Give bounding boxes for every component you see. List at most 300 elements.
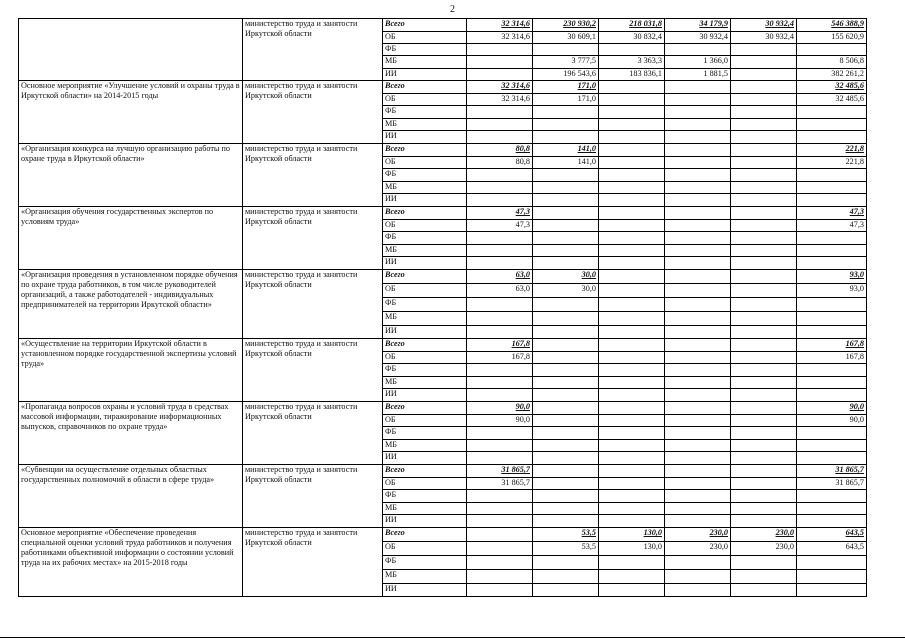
year-amount-cell xyxy=(533,377,599,389)
funding-source: Всего xyxy=(383,270,467,284)
year-amount-cell: 230,0 xyxy=(665,528,731,542)
total-row xyxy=(19,465,867,478)
funding-source: МБ xyxy=(383,570,467,584)
total-amount-cell xyxy=(797,570,867,584)
year-amount-cell xyxy=(731,402,797,415)
executor-name: министерство труда и занятости Иркутской области xyxy=(243,528,383,597)
year-amount-cell xyxy=(599,556,665,570)
year-amount-cell xyxy=(599,402,665,415)
year-amount-cell xyxy=(533,352,599,364)
year-amount-cell: 63,0 xyxy=(467,284,533,298)
executor-name: министерство труда и занятости Иркутской области xyxy=(243,81,383,144)
year-amount-cell xyxy=(731,131,797,144)
year-amount-cell xyxy=(599,490,665,503)
year-amount-cell xyxy=(599,106,665,119)
year-amount-cell xyxy=(665,194,731,207)
year-amount-cell xyxy=(731,364,797,377)
total-amount-cell xyxy=(797,312,867,326)
year-amount-cell xyxy=(731,515,797,528)
total-amount-cell xyxy=(797,131,867,144)
year-amount-cell: 90,0 xyxy=(467,415,533,427)
year-amount-cell: 3 363,3 xyxy=(599,56,665,69)
funding-source: ФБ xyxy=(383,556,467,570)
year-amount-cell xyxy=(599,44,665,56)
year-amount-cell xyxy=(533,478,599,490)
measure-name xyxy=(19,19,243,81)
year-amount-cell xyxy=(599,131,665,144)
year-amount-cell xyxy=(533,402,599,415)
year-amount-cell xyxy=(665,364,731,377)
total-amount-cell xyxy=(797,119,867,131)
year-amount-cell xyxy=(533,106,599,119)
year-amount-cell xyxy=(665,326,731,339)
year-amount-cell xyxy=(599,503,665,515)
total-amount-cell: 32 485,6 xyxy=(797,94,867,106)
total-amount-cell xyxy=(797,452,867,465)
year-amount-cell xyxy=(599,326,665,339)
year-amount-cell xyxy=(533,194,599,207)
year-amount-cell: 47,3 xyxy=(467,220,533,232)
year-amount-cell xyxy=(731,270,797,284)
year-amount-cell xyxy=(599,440,665,452)
year-amount-cell xyxy=(731,339,797,352)
funding-source: ИИ xyxy=(383,257,467,270)
year-amount-cell xyxy=(599,415,665,427)
year-amount-cell xyxy=(731,298,797,312)
year-amount-cell xyxy=(599,515,665,528)
measure-name: «Субвенции на осуществление отдельных областных государственных полномочий в области в сфере труда» xyxy=(19,465,243,528)
year-amount-cell: 130,0 xyxy=(599,542,665,556)
total-amount-cell xyxy=(797,298,867,312)
funding-source: ИИ xyxy=(383,389,467,402)
year-amount-cell xyxy=(731,440,797,452)
total-amount-cell: 167,8 xyxy=(797,339,867,352)
total-row xyxy=(19,81,867,94)
year-amount-cell xyxy=(731,377,797,389)
total-amount-cell: 221,8 xyxy=(797,157,867,169)
year-amount-cell xyxy=(533,220,599,232)
year-amount-cell xyxy=(665,584,731,597)
funding-source: ИИ xyxy=(383,326,467,339)
year-amount-cell xyxy=(665,81,731,94)
funding-source: МБ xyxy=(383,503,467,515)
total-amount-cell: 221,8 xyxy=(797,144,867,157)
year-amount-cell xyxy=(599,570,665,584)
year-amount-cell xyxy=(599,312,665,326)
total-row xyxy=(19,528,867,542)
year-amount-cell xyxy=(665,515,731,528)
year-amount-cell xyxy=(731,157,797,169)
year-amount-cell: 90,0 xyxy=(467,402,533,415)
year-amount-cell xyxy=(731,326,797,339)
total-amount-cell xyxy=(797,584,867,597)
year-amount-cell xyxy=(665,377,731,389)
year-amount-cell xyxy=(731,465,797,478)
year-amount-cell: 167,8 xyxy=(467,339,533,352)
year-amount-cell: 53,5 xyxy=(533,542,599,556)
year-amount-cell xyxy=(731,94,797,106)
funding-source: МБ xyxy=(383,245,467,257)
executor-name: министерство труда и занятости Иркутской области xyxy=(243,270,383,339)
year-amount-cell xyxy=(665,465,731,478)
total-amount-cell xyxy=(797,106,867,119)
year-amount-cell xyxy=(665,570,731,584)
measure-name: «Организация конкурса на лучшую организацию работы по охране труда в Иркутской области» xyxy=(19,144,243,207)
year-amount-cell xyxy=(599,157,665,169)
year-amount-cell xyxy=(731,220,797,232)
year-amount-cell xyxy=(533,440,599,452)
year-amount-cell xyxy=(599,207,665,220)
year-amount-cell xyxy=(665,415,731,427)
funding-source: МБ xyxy=(383,119,467,131)
total-amount-cell: 155 620,9 xyxy=(797,32,867,44)
year-amount-cell xyxy=(665,440,731,452)
funding-source: ОБ xyxy=(383,32,467,44)
total-amount-cell: 90,0 xyxy=(797,402,867,415)
year-amount-cell xyxy=(467,542,533,556)
total-row xyxy=(19,19,867,32)
year-amount-cell: 32 314,6 xyxy=(467,32,533,44)
year-amount-cell xyxy=(467,106,533,119)
total-amount-cell xyxy=(797,490,867,503)
year-amount-cell xyxy=(467,182,533,194)
year-amount-cell xyxy=(731,245,797,257)
year-amount-cell: 32 314,6 xyxy=(467,81,533,94)
page-number: 2 xyxy=(450,4,455,15)
funding-source: ИИ xyxy=(383,452,467,465)
measure-name: Основное мероприятие «Обеспечение проведения специальной оценки условий труда работников и получения работниками объективной информации о состоянии условий труда на их рабочих местах» на 2015-2018 годы xyxy=(19,528,243,597)
year-amount-cell xyxy=(467,232,533,245)
year-amount-cell: 130,0 xyxy=(599,528,665,542)
funding-source: ФБ xyxy=(383,232,467,245)
funding-source: Всего xyxy=(383,339,467,352)
year-amount-cell: 183 836,1 xyxy=(599,69,665,81)
year-amount-cell xyxy=(599,584,665,597)
year-amount-cell: 32 314,6 xyxy=(467,94,533,106)
year-amount-cell xyxy=(665,298,731,312)
year-amount-cell xyxy=(533,503,599,515)
year-amount-cell xyxy=(467,364,533,377)
year-amount-cell xyxy=(467,298,533,312)
measure-name: «Осуществление на территории Иркутской области в установленном порядке государственной экспертизы условий труда» xyxy=(19,339,243,402)
total-amount-cell xyxy=(797,232,867,245)
year-amount-cell xyxy=(467,584,533,597)
total-amount-cell xyxy=(797,364,867,377)
year-amount-cell xyxy=(533,119,599,131)
total-amount-cell: 93,0 xyxy=(797,270,867,284)
year-amount-cell xyxy=(599,220,665,232)
year-amount-cell: 171,0 xyxy=(533,94,599,106)
year-amount-cell: 47,3 xyxy=(467,207,533,220)
year-amount-cell xyxy=(533,312,599,326)
year-amount-cell: 218 031,8 xyxy=(599,19,665,32)
year-amount-cell xyxy=(665,312,731,326)
total-amount-cell: 47,3 xyxy=(797,207,867,220)
year-amount-cell xyxy=(665,220,731,232)
funding-source: Всего xyxy=(383,19,467,32)
year-amount-cell xyxy=(467,570,533,584)
year-amount-cell xyxy=(665,270,731,284)
year-amount-cell: 80,8 xyxy=(467,157,533,169)
year-amount-cell xyxy=(467,56,533,69)
year-amount-cell xyxy=(731,584,797,597)
year-amount-cell xyxy=(731,44,797,56)
year-amount-cell xyxy=(533,452,599,465)
year-amount-cell xyxy=(467,503,533,515)
total-amount-cell: 31 865,7 xyxy=(797,465,867,478)
total-amount-cell xyxy=(797,503,867,515)
year-amount-cell: 3 777,5 xyxy=(533,56,599,69)
executor-name: министерство труда и занятости Иркутской области xyxy=(243,339,383,402)
year-amount-cell xyxy=(533,364,599,377)
year-amount-cell: 34 179,9 xyxy=(665,19,731,32)
total-row xyxy=(19,207,867,220)
year-amount-cell: 1 366,0 xyxy=(665,56,731,69)
year-amount-cell xyxy=(731,144,797,157)
year-amount-cell: 30,0 xyxy=(533,284,599,298)
year-amount-cell xyxy=(731,207,797,220)
year-amount-cell xyxy=(599,465,665,478)
funding-source: ФБ xyxy=(383,364,467,377)
funding-source: ИИ xyxy=(383,515,467,528)
funding-source: Всего xyxy=(383,465,467,478)
year-amount-cell xyxy=(731,81,797,94)
year-amount-cell xyxy=(467,377,533,389)
year-amount-cell xyxy=(533,427,599,440)
funding-source: МБ xyxy=(383,56,467,69)
year-amount-cell xyxy=(599,339,665,352)
funding-source: ФБ xyxy=(383,169,467,182)
year-amount-cell xyxy=(731,232,797,245)
year-amount-cell xyxy=(599,352,665,364)
total-amount-cell: 32 485,6 xyxy=(797,81,867,94)
funding-source: МБ xyxy=(383,312,467,326)
year-amount-cell: 1 881,5 xyxy=(665,69,731,81)
year-amount-cell xyxy=(599,144,665,157)
total-amount-cell xyxy=(797,556,867,570)
funding-source: ОБ xyxy=(383,542,467,556)
funding-source: Всего xyxy=(383,402,467,415)
year-amount-cell xyxy=(533,207,599,220)
year-amount-cell xyxy=(665,94,731,106)
total-amount-cell xyxy=(797,44,867,56)
executor-name: министерство труда и занятости Иркутской области xyxy=(243,465,383,528)
total-amount-cell: 47,3 xyxy=(797,220,867,232)
year-amount-cell: 30 609,1 xyxy=(533,32,599,44)
year-amount-cell: 141,0 xyxy=(533,144,599,157)
year-amount-cell xyxy=(599,94,665,106)
total-row xyxy=(19,144,867,157)
year-amount-cell xyxy=(665,352,731,364)
year-amount-cell xyxy=(665,182,731,194)
year-amount-cell: 32 314,6 xyxy=(467,19,533,32)
year-amount-cell xyxy=(467,119,533,131)
year-amount-cell xyxy=(599,452,665,465)
year-amount-cell xyxy=(599,389,665,402)
year-amount-cell xyxy=(665,169,731,182)
year-amount-cell xyxy=(467,131,533,144)
year-amount-cell xyxy=(731,570,797,584)
year-amount-cell xyxy=(731,415,797,427)
funding-source: ИИ xyxy=(383,584,467,597)
year-amount-cell xyxy=(533,131,599,144)
year-amount-cell xyxy=(731,119,797,131)
year-amount-cell xyxy=(533,182,599,194)
total-amount-cell: 382 261,2 xyxy=(797,69,867,81)
year-amount-cell xyxy=(533,169,599,182)
total-amount-cell xyxy=(797,377,867,389)
year-amount-cell xyxy=(731,257,797,270)
year-amount-cell: 80,8 xyxy=(467,144,533,157)
year-amount-cell xyxy=(599,119,665,131)
year-amount-cell xyxy=(731,312,797,326)
year-amount-cell: 230,0 xyxy=(665,542,731,556)
executor-name: министерство труда и занятости Иркутской области xyxy=(243,19,383,81)
total-row xyxy=(19,402,867,415)
total-row xyxy=(19,339,867,352)
measure-name: «Организация проведения в установленном порядке обучения по охране труда работников, в том числе руководителей организаций, а также работодателей - индивидуальных предпринимателей на территории Иркутской области» xyxy=(19,270,243,339)
total-amount-cell xyxy=(797,169,867,182)
year-amount-cell xyxy=(731,452,797,465)
year-amount-cell xyxy=(599,245,665,257)
funding-source: Всего xyxy=(383,207,467,220)
year-amount-cell: 53,5 xyxy=(533,528,599,542)
year-amount-cell xyxy=(599,284,665,298)
year-amount-cell xyxy=(533,570,599,584)
year-amount-cell xyxy=(665,427,731,440)
measure-name: «Пропаганда вопросов охраны и условий труда в средствах массовой информации, тиражирование информационных выпусков, справочников по охране труда» xyxy=(19,402,243,465)
year-amount-cell xyxy=(533,465,599,478)
measure-name: Основное мероприятие «Улучшение условий и охраны труда в Иркутской области» на 2014-2015 годы xyxy=(19,81,243,144)
year-amount-cell xyxy=(665,284,731,298)
total-amount-cell xyxy=(797,427,867,440)
year-amount-cell xyxy=(599,194,665,207)
year-amount-cell xyxy=(665,131,731,144)
measure-name: «Организация обучения государственных экспертов по условиям труда» xyxy=(19,207,243,270)
year-amount-cell xyxy=(533,556,599,570)
total-amount-cell xyxy=(797,515,867,528)
year-amount-cell xyxy=(731,284,797,298)
budget-table xyxy=(18,18,867,597)
funding-source: ОБ xyxy=(383,284,467,298)
year-amount-cell xyxy=(731,556,797,570)
year-amount-cell xyxy=(599,232,665,245)
year-amount-cell: 141,0 xyxy=(533,157,599,169)
funding-source: ФБ xyxy=(383,106,467,119)
year-amount-cell xyxy=(731,169,797,182)
year-amount-cell xyxy=(599,478,665,490)
funding-source: ИИ xyxy=(383,69,467,81)
year-amount-cell xyxy=(467,440,533,452)
year-amount-cell xyxy=(467,194,533,207)
executor-name: министерство труда и занятости Иркутской области xyxy=(243,402,383,465)
year-amount-cell xyxy=(665,119,731,131)
funding-source: ИИ xyxy=(383,131,467,144)
year-amount-cell: 31 865,7 xyxy=(467,478,533,490)
year-amount-cell xyxy=(533,515,599,528)
total-amount-cell: 8 506,8 xyxy=(797,56,867,69)
funding-source: ФБ xyxy=(383,490,467,503)
year-amount-cell xyxy=(467,44,533,56)
year-amount-cell xyxy=(665,157,731,169)
year-amount-cell xyxy=(665,245,731,257)
funding-source: МБ xyxy=(383,377,467,389)
year-amount-cell xyxy=(665,144,731,157)
total-amount-cell xyxy=(797,326,867,339)
executor-name: министерство труда и занятости Иркутской области xyxy=(243,144,383,207)
year-amount-cell xyxy=(731,106,797,119)
year-amount-cell xyxy=(731,490,797,503)
year-amount-cell xyxy=(599,298,665,312)
year-amount-cell xyxy=(467,245,533,257)
total-amount-cell: 643,5 xyxy=(797,542,867,556)
year-amount-cell xyxy=(731,194,797,207)
year-amount-cell xyxy=(467,257,533,270)
year-amount-cell xyxy=(599,169,665,182)
total-amount-cell: 90,0 xyxy=(797,415,867,427)
year-amount-cell: 167,8 xyxy=(467,352,533,364)
page-bottom-rule xyxy=(0,637,905,638)
year-amount-cell xyxy=(665,490,731,503)
funding-source: ФБ xyxy=(383,298,467,312)
year-amount-cell xyxy=(467,556,533,570)
year-amount-cell: 30,0 xyxy=(533,270,599,284)
funding-source: ИИ xyxy=(383,194,467,207)
total-amount-cell xyxy=(797,257,867,270)
year-amount-cell xyxy=(731,503,797,515)
year-amount-cell xyxy=(467,528,533,542)
total-amount-cell xyxy=(797,389,867,402)
year-amount-cell xyxy=(665,257,731,270)
year-amount-cell xyxy=(533,298,599,312)
year-amount-cell xyxy=(599,182,665,194)
total-amount-cell xyxy=(797,440,867,452)
funding-source: ОБ xyxy=(383,352,467,364)
year-amount-cell xyxy=(665,503,731,515)
year-amount-cell xyxy=(599,257,665,270)
year-amount-cell xyxy=(665,478,731,490)
year-amount-cell xyxy=(467,452,533,465)
year-amount-cell xyxy=(665,452,731,465)
year-amount-cell: 30 932,4 xyxy=(731,32,797,44)
funding-source: Всего xyxy=(383,81,467,94)
funding-source: МБ xyxy=(383,182,467,194)
year-amount-cell xyxy=(599,81,665,94)
funding-source: ФБ xyxy=(383,44,467,56)
year-amount-cell xyxy=(731,352,797,364)
year-amount-cell: 171,0 xyxy=(533,81,599,94)
year-amount-cell xyxy=(533,584,599,597)
funding-source: ОБ xyxy=(383,157,467,169)
year-amount-cell xyxy=(731,182,797,194)
year-amount-cell xyxy=(665,389,731,402)
executor-name: министерство труда и занятости Иркутской области xyxy=(243,207,383,270)
year-amount-cell xyxy=(467,490,533,503)
year-amount-cell: 30 832,4 xyxy=(599,32,665,44)
funding-source: МБ xyxy=(383,440,467,452)
year-amount-cell xyxy=(533,339,599,352)
funding-source: ОБ xyxy=(383,478,467,490)
year-amount-cell xyxy=(731,56,797,69)
year-amount-cell xyxy=(599,377,665,389)
year-amount-cell: 31 865,7 xyxy=(467,465,533,478)
year-amount-cell xyxy=(467,69,533,81)
funding-source: ОБ xyxy=(383,415,467,427)
year-amount-cell xyxy=(665,44,731,56)
funding-source: Всего xyxy=(383,528,467,542)
year-amount-cell: 30 932,4 xyxy=(731,19,797,32)
funding-source: ОБ xyxy=(383,94,467,106)
